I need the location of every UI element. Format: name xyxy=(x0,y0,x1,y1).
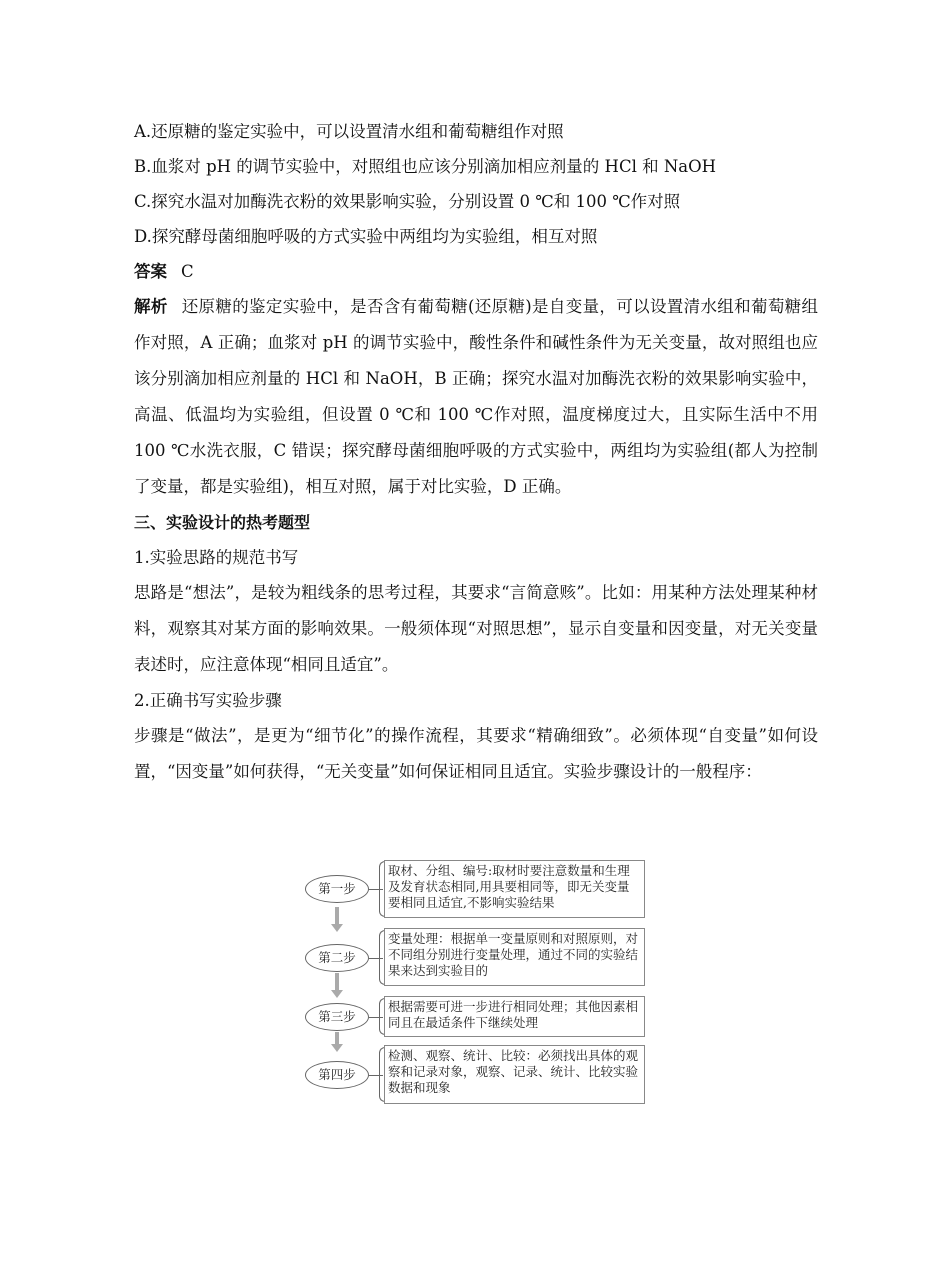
step-description: 变量处理：根据单一变量原则和对照原则，对不同组分别进行变量处理，通过不同的实验结果来达到实验目的 xyxy=(384,928,645,986)
sub2-text: 步骤是“做法”，是更为“细节化”的操作流程，其要求“精确细致”。必须体现“自变量”如何设置，“因变量”如何获得，“无关变量”如何保证相同且适宜。实验步骤设计的一般程序： xyxy=(134,726,818,781)
flow-step-3 xyxy=(305,996,645,1038)
down-arrow-shaft xyxy=(335,973,339,991)
option-c: C.探究水温对加酶洗衣粉的效果影响实验，分别设置 0 ℃和 100 ℃作对照 xyxy=(134,192,681,211)
section-heading: 三、实验设计的热考题型 xyxy=(134,513,311,532)
experiment-steps-flowchart xyxy=(305,858,645,1106)
step-oval: 第二步 xyxy=(305,944,369,972)
flow-step-4 xyxy=(305,1045,645,1105)
flow-step-2 xyxy=(305,928,645,988)
option-b: B.血浆对 pH 的调节实验中，对照组也应该分别滴加相应剂量的 HCl 和 NaOH xyxy=(134,157,717,176)
step-oval: 第四步 xyxy=(305,1061,369,1089)
answer-value: C xyxy=(181,262,194,281)
step-oval: 第一步 xyxy=(305,875,369,903)
down-arrow-shaft xyxy=(335,907,339,925)
document-body xyxy=(134,114,818,790)
flow-step-1 xyxy=(305,858,645,920)
analysis-paragraph xyxy=(134,289,818,505)
sub1-title: 1.实验思路的规范书写 xyxy=(134,548,299,567)
step-description: 取材、分组、编号:取材时要注意数量和生理及发育状态相同,用具要相同等，即无关变量要相同且适宜,不影响实验结果 xyxy=(384,860,645,918)
option-d: D.探究酵母菌细胞呼吸的方式实验中两组均为实验组，相互对照 xyxy=(134,227,598,246)
answer-line xyxy=(134,254,818,289)
sub1-text: 思路是“想法”，是较为粗线条的思考过程，其要求“言简意赅”。比如：用某种方法处理某种材料，观察其对某方面的影响效果。一般须体现“对照思想”，显示自变量和因变量，对无关变量表述时，应注意体现“相同且适宜”。 xyxy=(134,583,818,674)
step-description: 检测、观察、统计、比较：必须找出具体的观察和记录对象，观察、记录、统计、比较实验数据和现象 xyxy=(384,1045,645,1104)
step-description: 根据需要可进一步进行相同处理；其他因素相同且在最适条件下继续处理 xyxy=(384,996,645,1037)
analysis-text: 还原糖的鉴定实验中，是否含有葡萄糖(还原糖)是自变量，可以设置清水组和葡萄糖组作对照，A 正确；血浆对 pH 的调节实验中，酸性条件和碱性条件为无关变量，故对照组也应该分别滴加相应剂量的 HCl 和 NaOH，B 正确；探究水温对加酶洗衣粉的效果影响实验中，高温、低温均为实验组，但设置 0 ℃和 100 ℃作对照，温度梯度过大，且实际生活中不用 100 ℃水洗衣服，C 错误；探究酵母菌细胞呼吸的方式实验中，两组均为实验组(都人为控制了变量，都是实验组)，相互对照，属于对比实验，D 正确。 xyxy=(134,297,819,496)
analysis-label: 解析 xyxy=(134,297,168,316)
step-oval: 第三步 xyxy=(305,1003,369,1031)
option-a: A.还原糖的鉴定实验中，可以设置清水组和葡萄糖组作对照 xyxy=(134,122,564,141)
sub2-title: 2.正确书写实验步骤 xyxy=(134,691,282,710)
answer-label: 答案 xyxy=(134,262,167,281)
